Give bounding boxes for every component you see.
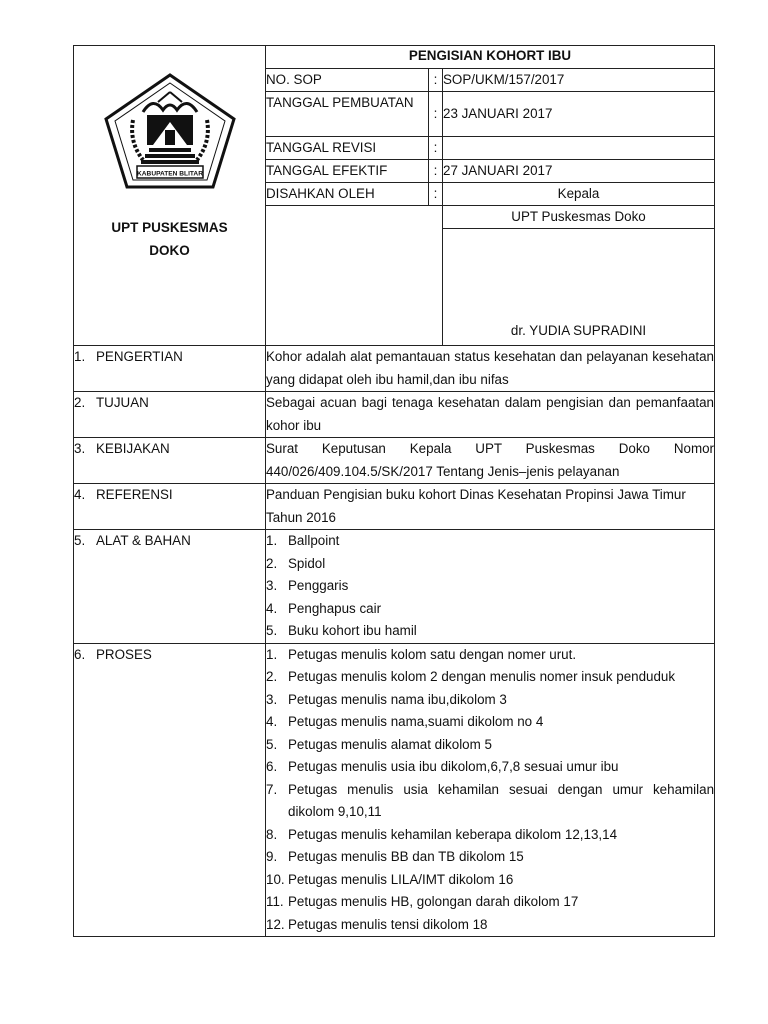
list-item: [266, 644, 714, 667]
list-item-text: Petugas menulis nama,suami dikolom no 4: [288, 714, 544, 729]
meta-label: TANGGAL EFEKTIF: [266, 160, 429, 183]
list-item-number: 2.: [266, 669, 278, 684]
section-title: PENGERTIAN: [96, 349, 183, 364]
section-title: PROSES: [96, 646, 152, 662]
list-item-text: Penggaris: [288, 578, 349, 593]
unit-name: UPT PUSKESMAS DOKO: [111, 220, 228, 258]
section-number: 2.: [74, 395, 86, 410]
section-text: Surat Keputusan Kepala UPT Puskesmas Doko Nomor 440/026/409.104.5/SK/2017 Tentang Jenis–jenis pelayanan: [266, 438, 715, 484]
blank-cell: [266, 206, 443, 346]
list-item: [266, 598, 714, 621]
list-item-number: 1.: [266, 533, 278, 548]
list-item-number: 10.: [266, 871, 285, 887]
list-item-number: 7.: [266, 781, 278, 797]
section-number: 6.: [74, 646, 86, 662]
list-item-text: Spidol: [288, 555, 326, 571]
list-item-text: Ballpoint: [288, 533, 340, 548]
list-item: [266, 620, 714, 643]
section-list-cell: [266, 643, 715, 937]
meta-separator: :: [429, 69, 443, 92]
meta-label: TANGGAL REVISI: [266, 137, 429, 160]
list-item: [266, 914, 714, 937]
list-item-number: 9.: [266, 849, 278, 864]
meta-value: [443, 137, 715, 160]
header-logo-cell: [74, 46, 266, 346]
list-item: [266, 869, 714, 892]
list-item-text: Petugas menulis kolom 2 dengan menulis nomer insuk penduduk: [288, 669, 676, 684]
list-item-text: Petugas menulis usia ibu dikolom,6,7,8 sesuai umur ibu: [288, 759, 619, 774]
list-item: [266, 846, 714, 869]
list-item-text: Penghapus cair: [288, 600, 382, 616]
meta-separator: :: [429, 160, 443, 183]
section-label: [74, 346, 266, 392]
list-item-text: Petugas menulis kolom satu dengan nomer urut.: [288, 646, 577, 662]
list-item-number: 3.: [266, 691, 278, 707]
list-item-number: 5.: [266, 623, 278, 638]
list-item-text: Petugas menulis BB dan TB dikolom 15: [288, 849, 524, 864]
list-item-number: 2.: [266, 555, 278, 571]
process-list: [266, 644, 714, 937]
list-item: [266, 666, 714, 689]
list-item: [266, 553, 714, 576]
meta-value: SOP/UKM/157/2017: [443, 69, 715, 92]
meta-label: TANGGAL PEMBUATAN: [266, 92, 429, 137]
signature-cell: [443, 229, 715, 346]
list-item-number: 6.: [266, 759, 278, 774]
section-label: [74, 530, 266, 644]
list-item-number: 1.: [266, 646, 278, 662]
meta-value: 23 JANUARI 2017: [443, 92, 715, 137]
section-label: [74, 392, 266, 438]
kabupaten-blitar-crest-icon: [103, 72, 237, 190]
section-title: ALAT & BAHAN: [96, 533, 191, 548]
section-row: [74, 643, 715, 937]
signer-organization: UPT Puskesmas Doko: [443, 206, 715, 229]
section-label: [74, 643, 266, 937]
list-item-number: 4.: [266, 714, 278, 729]
equipment-list: [266, 530, 714, 643]
section-row: [74, 438, 715, 484]
meta-separator: :: [429, 137, 443, 160]
meta-separator: :: [429, 92, 443, 137]
section-number: 5.: [74, 533, 86, 548]
list-item-text: Petugas menulis HB, golongan darah dikolom 17: [288, 894, 579, 909]
section-row: [74, 346, 715, 392]
list-item: [266, 824, 714, 847]
signer-name: dr. YUDIA SUPRADINI: [510, 323, 647, 338]
meta-label: DISAHKAN OLEH: [266, 183, 429, 206]
list-item-number: 11.: [266, 894, 284, 909]
section-number: 4.: [74, 487, 86, 502]
list-item: [266, 891, 714, 914]
section-title: TUJUAN: [96, 395, 149, 410]
list-item-text: Petugas menulis alamat dikolom 5: [288, 736, 492, 752]
list-item-number: 5.: [266, 736, 278, 752]
list-item: [266, 689, 714, 712]
list-item: [266, 575, 714, 598]
section-row: [74, 484, 715, 530]
list-item-text: Petugas menulis nama ibu,dikolom 3: [288, 691, 507, 707]
meta-separator: :: [429, 183, 443, 206]
list-item-text: Petugas menulis kehamilan keberapa dikolom 12,13,14: [288, 826, 618, 842]
list-item-text: Petugas menulis LILA/IMT dikolom 16: [288, 871, 514, 887]
list-item-text: Petugas menulis tensi dikolom 18: [288, 916, 488, 932]
document-title: PENGISIAN KOHORT IBU: [266, 46, 715, 69]
signer-position: Kepala: [443, 183, 715, 206]
meta-value: 27 JANUARI 2017: [443, 160, 715, 183]
section-title: KEBIJAKAN: [96, 441, 170, 456]
list-item: [266, 779, 714, 824]
section-text: Sebagai acuan bagi tenaga kesehatan dalam pengisian dan pemanfaatan kohor ibu: [266, 392, 715, 438]
list-item: [266, 734, 714, 757]
list-item-text: Buku kohort ibu hamil: [288, 623, 417, 638]
list-item-number: 8.: [266, 826, 278, 842]
section-list-cell: [266, 530, 715, 644]
section-text: Panduan Pengisian buku kohort Dinas Kesehatan Propinsi Jawa Timur Tahun 2016: [266, 484, 715, 530]
section-title: REFERENSI: [96, 487, 173, 502]
section-number: 3.: [74, 441, 86, 456]
list-item-number: 3.: [266, 578, 278, 593]
section-number: 1.: [74, 349, 86, 364]
crest-ribbon-text: KABUPATEN BLITAR: [136, 170, 203, 178]
section-label: [74, 438, 266, 484]
section-row: [74, 392, 715, 438]
list-item-number: 4.: [266, 600, 278, 616]
list-item: [266, 530, 714, 553]
list-item-text: Petugas menulis usia kehamilan sesuai dengan umur kehamilan dikolom 9,10,11: [288, 781, 715, 819]
list-item: [266, 711, 714, 734]
section-text: Kohor adalah alat pemantauan status kesehatan dan pelayanan kesehatan yang didapat oleh ibu hamil,dan ibu nifas: [266, 346, 715, 392]
list-item: [266, 756, 714, 779]
meta-label: NO. SOP: [266, 69, 429, 92]
section-row: [74, 530, 715, 644]
list-item-number: 12.: [266, 916, 285, 932]
section-label: [74, 484, 266, 530]
sop-table: [73, 45, 715, 937]
